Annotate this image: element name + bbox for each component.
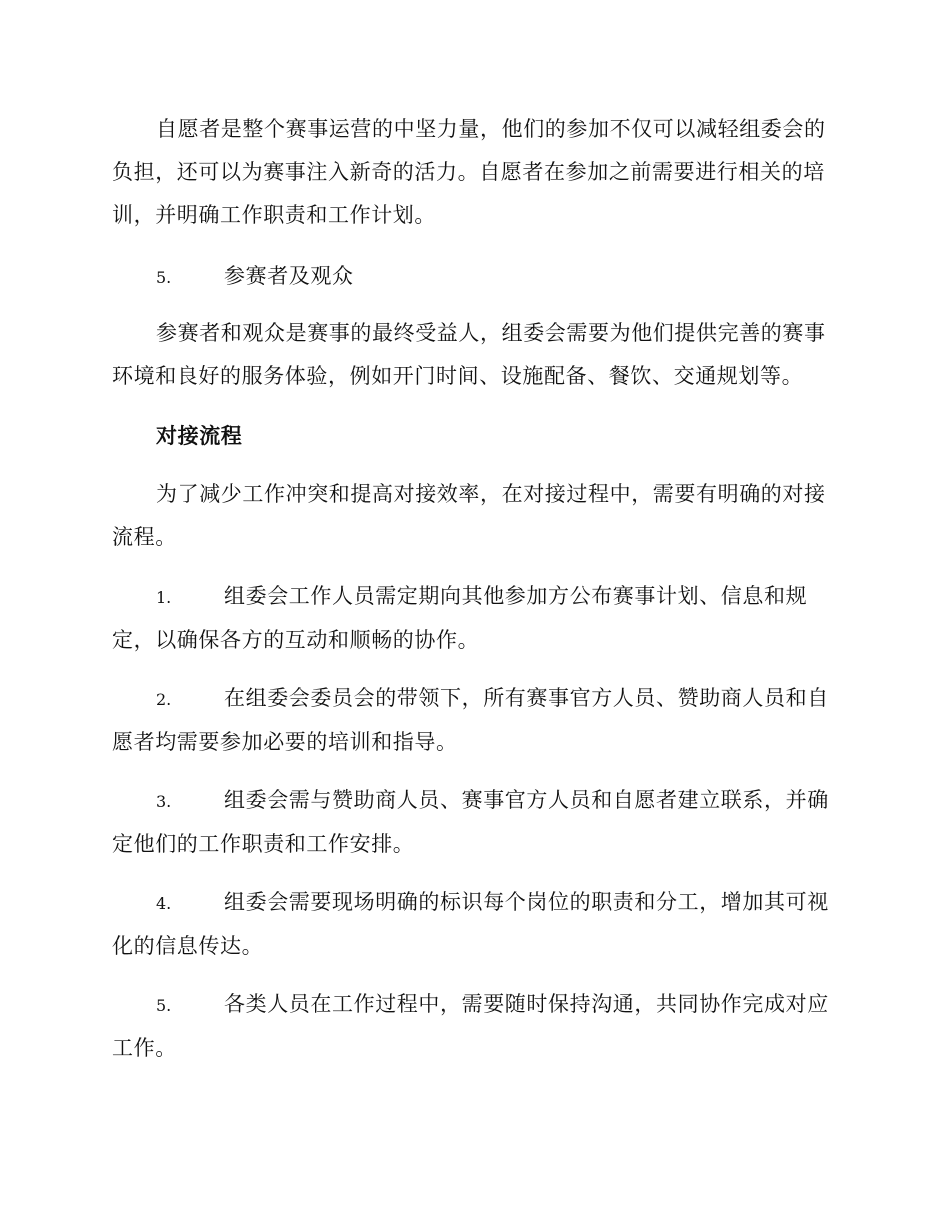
- paragraph-participants: 参赛者和观众是赛事的最终受益人，组委会需要为他们提供完善的赛事环境和良好的服务体验，例如开门时间、设施配备、餐饮、交通规划等。: [112, 321, 826, 388]
- list-item-number: 4.: [156, 894, 172, 913]
- list-item-step-2: [112, 677, 837, 764]
- list-item-step-1: [112, 575, 837, 662]
- list-item-step-5: [112, 983, 837, 1070]
- list-item-number: 2.: [156, 690, 172, 709]
- list-item-number: 3.: [156, 792, 172, 811]
- list-item-participants: [112, 255, 837, 299]
- list-item-text: 在组委会委员会的带领下，所有赛事官方人员、赞助商人员和自愿者均需要参加必要的培训和指导。: [112, 686, 829, 754]
- list-item-number: 1.: [156, 588, 172, 607]
- list-item-text: 组委会需与赞助商人员、赛事官方人员和自愿者建立联系，并确定他们的工作职责和工作安排。: [112, 788, 829, 856]
- list-item-step-3: [112, 779, 837, 866]
- paragraph-process-intro: 为了减少工作冲突和提高对接效率，在对接过程中，需要有明确的对接流程。: [112, 482, 826, 549]
- list-item-text: 各类人员在工作过程中，需要随时保持沟通，共同协作完成对应工作。: [112, 992, 829, 1060]
- section-heading: 对接流程: [156, 424, 243, 448]
- list-item-text: 组委会工作人员需定期向其他参加方公布赛事计划、信息和规定，以确保各方的互动和顺畅的协作。: [112, 584, 808, 652]
- paragraph-volunteers: 自愿者是整个赛事运营的中坚力量，他们的参加不仅可以减轻组委会的负担，还可以为赛事注入新奇的活力。自愿者在参加之前需要进行相关的培训，并明确工作职责和工作计划。: [112, 117, 826, 227]
- list-item-number: 5.: [156, 268, 172, 287]
- list-item-text: 参赛者及观众: [224, 264, 354, 288]
- list-item-number: 5.: [156, 996, 172, 1015]
- list-item-text: 组委会需要现场明确的标识每个岗位的职责和分工，增加其可视化的信息传达。: [112, 890, 829, 958]
- list-item-step-4: [112, 881, 837, 968]
